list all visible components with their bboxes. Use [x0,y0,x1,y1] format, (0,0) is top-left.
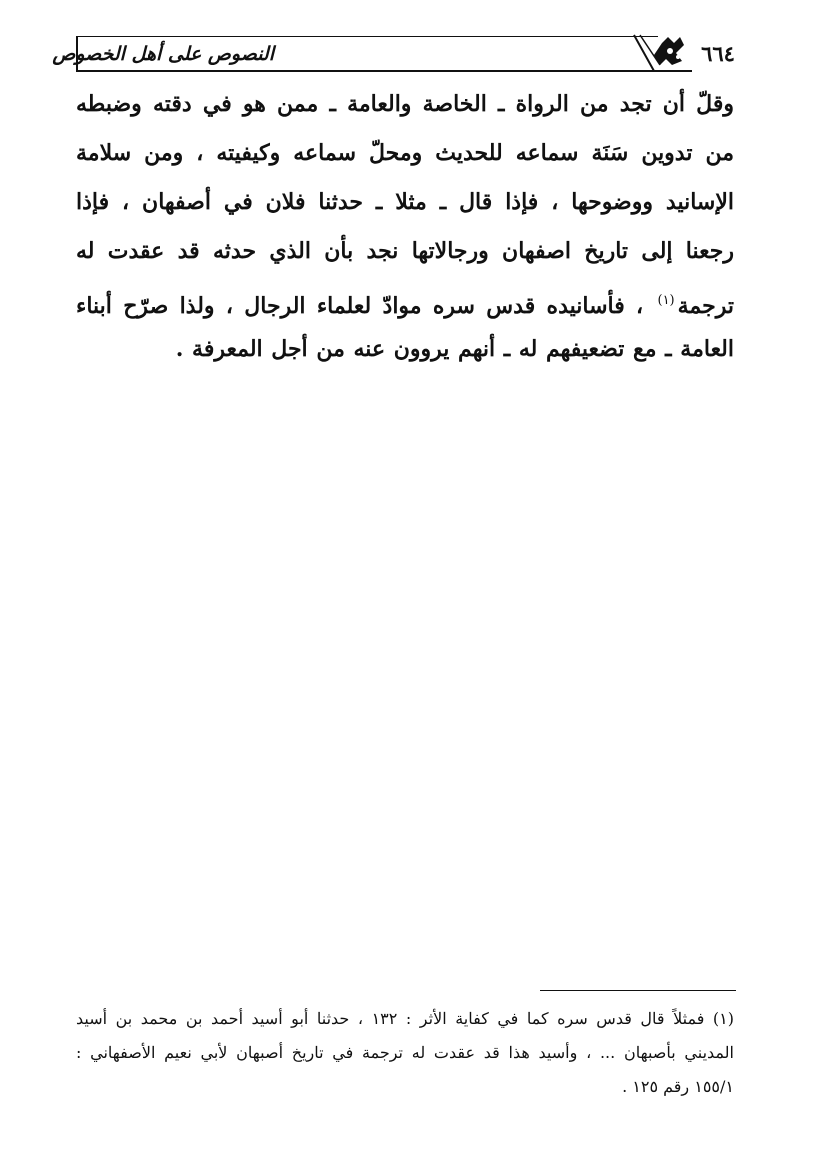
footnote-reference: (١) [657,293,675,308]
footnote-line: ١٥٥/١ رقم ١٢٥ . [622,1077,734,1096]
page-number: ٦٦٤ [701,41,735,66]
body-line: العامة ـ مع تضعيفهم له ـ أنهم يروون عنه من أجل المعرفة . [175,336,734,362]
running-title: النصوص على أهل الخصوص [52,43,274,65]
body-line-with-footnote-ref [76,276,734,325]
footnote-line: (١) فمثلاً قال قدس سره كما في كفاية الأثر : ١٣٢ ، حدثنا أبو أسيد أحمد بن محمد بن أسيد [76,1009,734,1028]
body-line: الإسانيد ووضوحها ، فإذا قال ـ مثلا ـ حدثنا فلان في أصفهان ، فإذا [76,189,734,215]
body-line: وقلّ أن تجد من الرواة ـ الخاصة والعامة ـ ممن هو في دقته وضبطه [76,91,734,117]
footnote [76,1002,734,1104]
header-rule [76,36,658,37]
body-line: رجعنا إلى تاريخ اصفهان ورجالاتها نجد بأن الذي حدثه قد عقدت له [76,238,734,264]
body-text [76,80,734,374]
header-rule [76,70,658,72]
body-line: من تدوين سَنَة سماعه للحديث ومحلّ سماعه وكيفيته ، ومن سلامة [76,140,734,166]
body-line: ، فأسانيده قدس سره موادّ لعلماء الرجال ، ولذا صرّح أبناء [76,293,644,319]
ornament-icon [632,35,692,73]
running-header [52,36,736,72]
body-line-prefix: ترجمة [677,293,734,319]
footnote-separator [540,990,736,991]
footnote-line: المديني بأصبهان ... ، وأسيد هذا قد عقدت له ترجمة في تاريخ أصبهان لأبي نعيم الأصفهاني : [76,1043,734,1062]
